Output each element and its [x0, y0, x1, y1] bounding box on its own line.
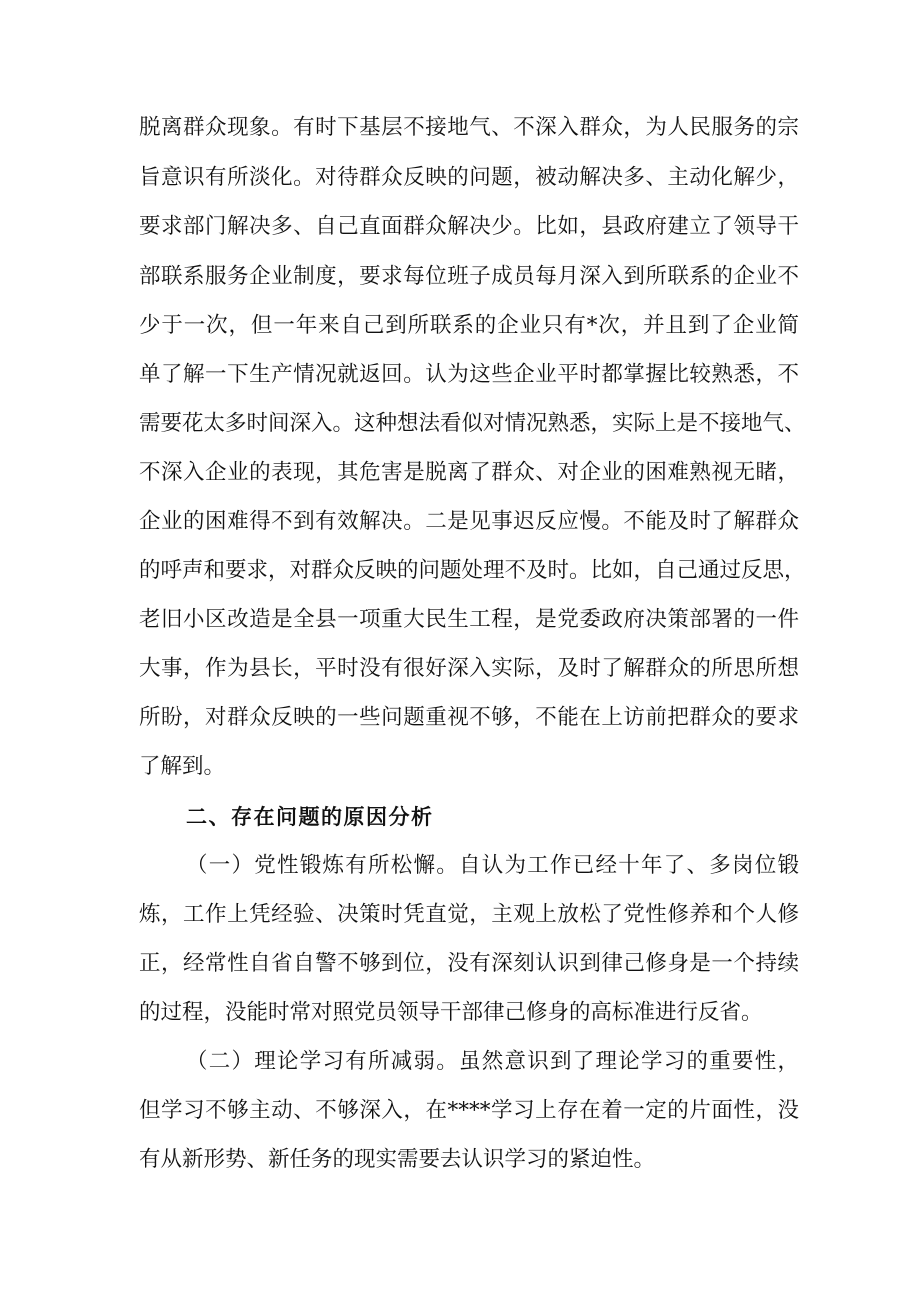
paragraph-line: 的呼声和要求，对群众反映的问题处理不及时。比如，自己通过反思，	[139, 558, 806, 583]
paragraph-line: 正，经常性自省自警不够到位，没有深刻认识到律己修身是一个持续	[139, 951, 799, 976]
paragraph-line: 单了解一下生产情况就返回。认为这些企业平时都掌握比较熟悉，不	[139, 362, 799, 387]
paragraph-line: 所盼，对群众反映的一些问题重视不够，不能在上访前把群众的要求	[139, 705, 799, 730]
paragraph-line: 少于一次，但一年来自己到所联系的企业只有*次，并且到了企业简	[139, 313, 799, 338]
paragraph-line: 脱离群众现象。有时下基层不接地气、不深入群众，为人民服务的宗	[139, 115, 799, 140]
paragraph-line: 的过程，没能时常对照党员领导干部律己修身的高标准进行反省。	[139, 1000, 763, 1025]
paragraph-line: （一）党性锻炼有所松懈。自认为工作已经十年了、多岗位锻	[186, 853, 799, 878]
paragraph-line: 有从新形势、新任务的现实需要去认识学习的紧迫性。	[139, 1147, 656, 1172]
paragraph-line: 了解到。	[139, 754, 226, 779]
paragraph-line: （二）理论学习有所减弱。虽然意识到了理论学习的重要性，	[186, 1049, 799, 1074]
paragraph-line: 需要花太多时间深入。这种想法看似对情况熟悉，实际上是不接地气、	[139, 411, 806, 436]
paragraph-line: 部联系服务企业制度，要求每位班子成员每月深入到所联系的企业不	[139, 264, 799, 289]
paragraph-line: 要求部门解决多、自己直面群众解决少。比如，县政府建立了领导干	[139, 214, 799, 239]
paragraph-line: 老旧小区改造是全县一项重大民生工程，是党委政府决策部署的一件	[139, 607, 799, 632]
section-heading: 二、存在问题的原因分析	[186, 805, 434, 829]
paragraph-line: 大事，作为县长，平时没有很好深入实际，及时了解群众的所思所想	[139, 656, 799, 681]
paragraph-line: 旨意识有所淡化。对待群众反映的问题，被动解决多、主动化解少，	[139, 165, 799, 190]
paragraph-line: 但学习不够主动、不够深入，在****学习上存在着一定的片面性，没	[139, 1098, 799, 1123]
paragraph-line: 不深入企业的表现，其危害是脱离了群众、对企业的困难熟视无睹，	[139, 460, 799, 485]
paragraph-line: 炼，工作上凭经验、决策时凭直觉，主观上放松了党性修养和个人修	[139, 902, 799, 927]
paragraph-line: 企业的困难得不到有效解决。二是见事迟反应慢。不能及时了解群众	[139, 509, 799, 534]
